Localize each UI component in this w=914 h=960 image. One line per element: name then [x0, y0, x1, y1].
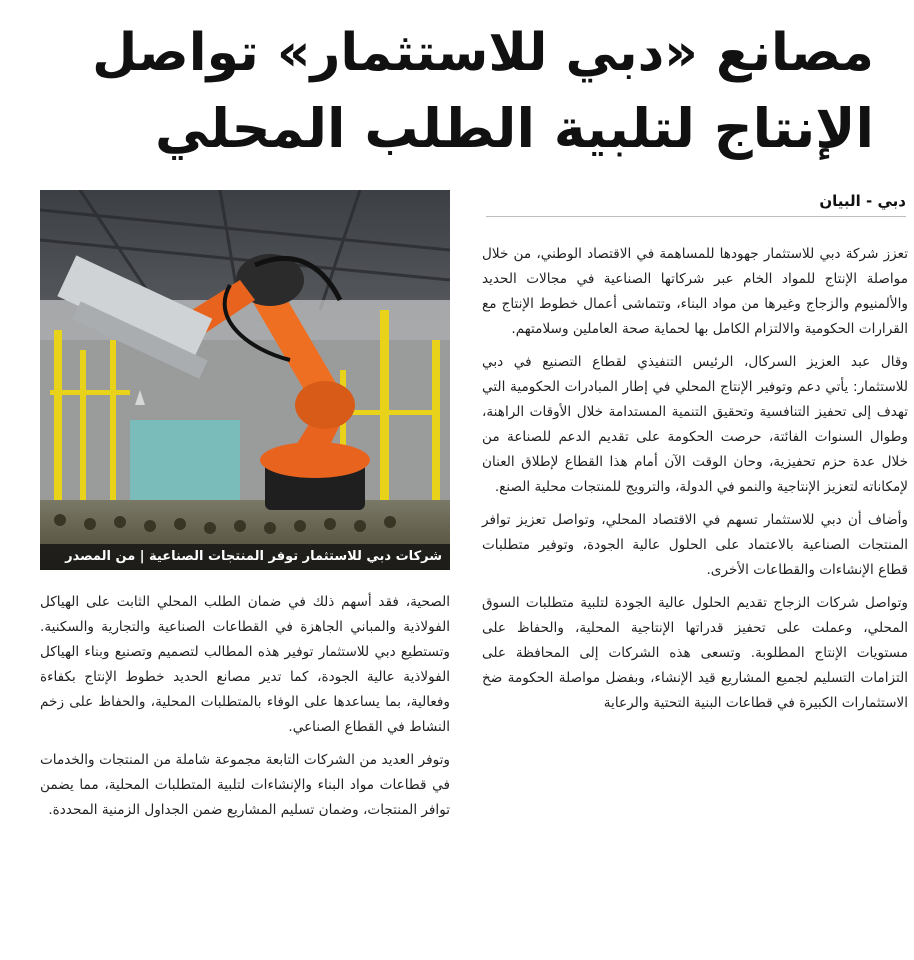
byline: دبي - البيان	[486, 192, 906, 217]
article-photo	[40, 190, 450, 570]
article-paragraph: وتوفر العديد من الشركات التابعة مجموعة شاملة من المنتجات والخدمات في قطاعات مواد البناء والإنشاءات لتلبية المتطلبات المحلية، مما يضمن توافر المنتجات، وضمان تسليم المشاريع ضمن الجداول الزمنية المحددة.	[40, 752, 450, 818]
photo-caption: شركات دبي للاستثمار توفر المنتجات الصناعية | من المصدر	[40, 544, 450, 570]
article-paragraph: وأضاف أن دبي للاستثمار تسهم في الاقتصاد المحلي، وتواصل تعزيز توافر المنتجات الصناعية بالاعتماد على الحلول عالية الجودة، وتوفير متطلبات قطاع الإنشاءات والقطاعات الأخرى.	[482, 512, 908, 578]
robot-arm-illustration	[40, 190, 450, 570]
article-paragraph: وتواصل شركات الزجاج تقديم الحلول عالية الجودة لتلبية متطلبات السوق المحلي، وعملت على تحفيز قدراتها الإنتاجية المحلية، والحفاظ على مستويات الإنتاج المطلوبة. وتسعى هذه الشركات إلى المحافظة على التزامات التسليم لجميع المشاريع قيد الإنشاء، وبفضل مواصلة الحكومة ضخ الاستثمارات الكبيرة في قطاعات البنية التحتية والرعاية	[482, 595, 908, 711]
headline-line-2: الإنتاج لتلبية الطلب المحلي	[154, 97, 874, 160]
article-paragraph: الصحية، فقد أسهم ذلك في ضمان الطلب المحلي الثابت على الهياكل الفولاذية والمباني الجاهزة في القطاعات الصناعية والتجارية والسكنية. وتستطيع دبي للاستثمار توفير هذه المطالب لتصميم وتصنيع وبناء الهياكل الفولاذية عالية الجودة، كما تدير مصانع الحديد خطوط الإنتاج بكفاءة وفعالية، بما يساعدها على الوفاء بالمتطلبات المحلية، والحفاظ على زخم النشاط في القطاع الصناعي.	[40, 594, 450, 735]
article-paragraph: تعزز شركة دبي للاستثمار جهودها للمساهمة في الاقتصاد الوطني، من خلال مواصلة الإنتاج للمواد الخام عبر شركاتها الصناعية في مجالات الحديد والألمنيوم والزجاج وغيرها من مواد البناء، وتتماشى أعمال خطوط الإنتاج مع القرارات الحكومية والالتزام الكامل بها لحماية صحة العاملين وسلامتهم.	[482, 246, 908, 337]
article-paragraph: وقال عبد العزيز السركال، الرئيس التنفيذي لقطاع التصنيع في دبي للاستثمار: يأتي دعم وتوفير الإنتاج المحلي في إطار المبادرات الحكومية التي تهدف إلى تحفيز التنافسية وتحقيق التنمية المستدامة خلال الأوقات الراهنة، وطوال السنوات الفائتة، حرصت الحكومة على تقديم الدعم للصناعة من خلال عدة حزم تحفيزية، وحان الوقت الآن أمام هذا القطاع لإطلاق العنان لإمكاناته لتعزيز الإنتاجية والنمو في الدولة، والترويج للمنتجات محلية الصنع.	[482, 354, 908, 495]
headline-line-1: مصانع «دبي للاستثمار» تواصل	[92, 23, 874, 83]
article-column-right	[482, 242, 908, 724]
article-column-left	[40, 590, 450, 831]
